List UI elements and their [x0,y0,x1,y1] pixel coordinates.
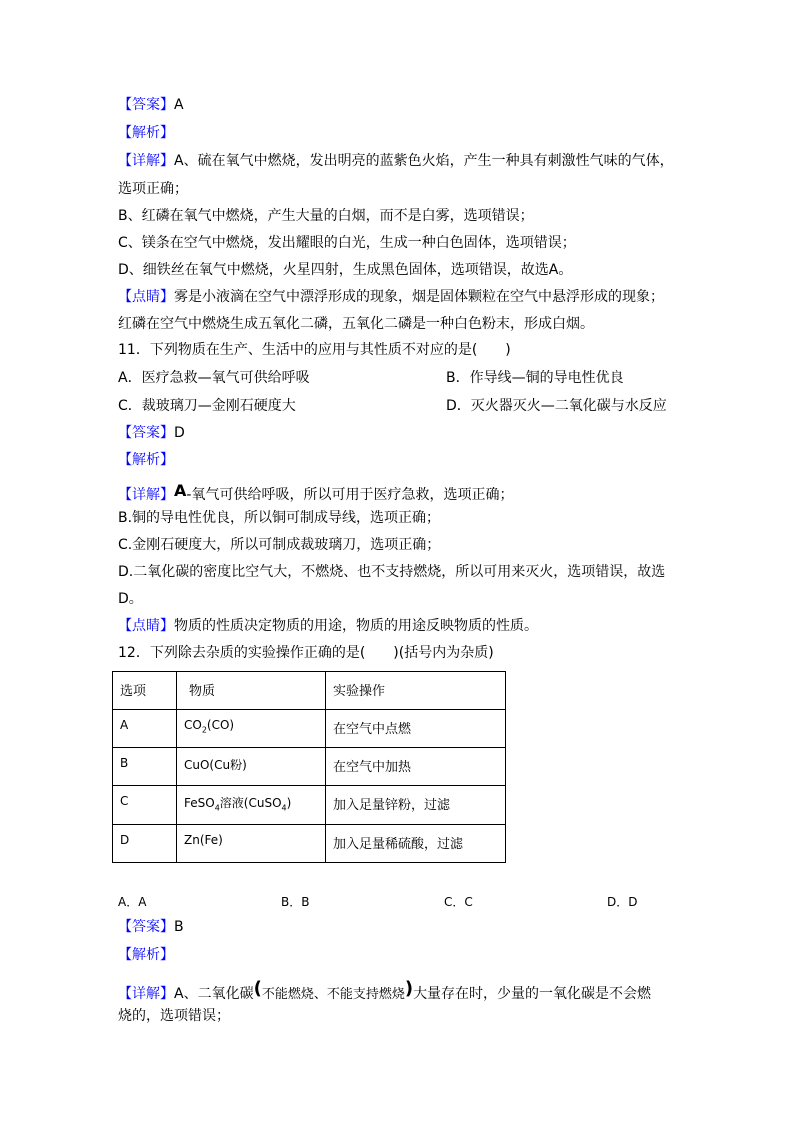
table-cell-substance: Zn(Fe) [177,825,326,863]
q10-analysis-line [118,123,174,143]
q12-analysis-line [118,945,174,965]
q11-answer-line [118,423,185,443]
q12-detail-line-2: 烧的，选项错误； [118,1008,230,1024]
q10-detail-line-5: D、细铁丝在氧气中燃烧，火星四射，生成黑色固体，选项错误，故选A。 [118,262,573,278]
q11-detail-line-a [118,481,513,505]
q12-detail-line-1: 【详解】A、二氧化碳(不能燃烧、不能支持燃烧)大量存在时，少量的一氧化碳是不会燃 [118,978,652,1002]
q11-option-d: D．灭火器灭火—二氧化碳与水反应 [446,398,667,414]
table-cell-option: B [113,748,177,786]
q12-option-b: B．B [281,895,310,909]
point-tag: 【点睛】 [118,618,174,634]
q11-option-a: A．医疗急救—氧气可供给呼吸 [118,370,310,386]
q10-detail-line-4: C、镁条在空气中燃烧，发出耀眼的白光，生成一种白色固体，选项错误； [118,235,576,251]
answer-tag: 【答案】 [118,919,174,935]
detail-tag: 【详解】 [118,487,174,503]
table-header-cell: 选项 [113,672,177,710]
q10-point-line-2: 红磷在空气中燃烧生成五氧化二磷，五氧化二磷是一种白色粉末，形成白烟。 [118,316,594,332]
table-cell-substance: FeSO$_4$溶液(CuSO$_4$) [177,786,326,825]
q10-point-line-1 [118,287,664,307]
answer-value: D [174,425,185,441]
table-cell-operation: 在空气中加热 [326,748,506,786]
table-header-row [113,672,506,710]
q10-detail-line-2: 选项正确； [118,181,188,197]
table-row [113,710,506,748]
answer-value: A [174,97,184,113]
answer-value: B [174,919,184,935]
q11-option-b: B．作导线—铜的导电性优良 [446,370,624,386]
detail-text: -氧气可供给呼吸，所以可用于医疗急救，选项正确； [186,487,514,503]
point-text: 物质的性质决定物质的用途，物质的用途反映物质的性质。 [174,618,538,634]
detail-option-letter: A [174,481,187,500]
point-text: 雾是小液滴在空气中漂浮形成的现象，烟是固体颗粒在空气中悬浮形成的现象； [174,289,664,305]
table-header-cell: 实验操作 [326,672,506,710]
table-cell-option: A [113,710,177,748]
paren-close: ) [404,978,414,999]
table-cell-substance: CuO(Cu粉) [177,748,326,786]
q12-option-c: C．C [444,895,473,909]
q10-detail-line-3: B、红磷在氧气中燃烧，产生大量的白烟，而不是白雾，选项错误； [118,208,534,224]
q11-stem: 11．下列物质在生产、生活中的应用与其性质不对应的是( ) [118,342,511,358]
table-cell-operation: 在空气中点燃 [326,710,506,748]
paren-open: ( [253,978,262,999]
q12-stem: 12．下列除去杂质的实验操作正确的是( )(括号内为杂质) [118,645,494,661]
detail-tag: 【详解】 [118,153,174,169]
table-row [113,748,506,786]
answer-tag: 【答案】 [118,425,174,441]
table-cell-option: D [113,825,177,863]
q12-answer-line [118,917,184,937]
q11-point-line [118,616,538,636]
analysis-tag: 【解析】 [118,452,174,468]
table-row [113,825,506,863]
table-row [113,786,506,825]
analysis-tag: 【解析】 [118,125,174,141]
q11-option-c: C．裁玻璃刀—金刚石硬度大 [118,398,296,414]
q11-detail-line-b: B.铜的导电性优良，所以铜可制成导线，选项正确； [118,510,441,526]
q12-option-a: A．A [118,895,147,909]
table-cell-operation: 加入足量锌粉，过滤 [326,786,506,825]
q12-option-d: D．D [607,895,638,909]
table-cell-operation: 加入足量稀硫酸，过滤 [326,825,506,863]
q10-detail-line-1 [118,151,674,171]
detail-text: A、硫在氧气中燃烧，发出明亮的蓝紫色火焰，产生一种具有刺激性气味的气体， [174,153,674,169]
q11-detail-line-c: C.金刚石硬度大，所以可制成裁玻璃刀，选项正确； [118,537,441,553]
q10-answer-line [118,95,184,115]
analysis-tag: 【解析】 [118,947,174,963]
answer-tag: 【答案】 [118,97,174,113]
table-header-cell: 物质 [177,672,326,710]
point-tag: 【点睛】 [118,289,174,305]
detail-tag: 【详解】 [118,986,174,1002]
impurity-removal-table [112,671,506,863]
table-cell-option: C [113,786,177,825]
q11-detail-line-d1: D.二氧化碳的密度比空气大，不燃烧、也不支持燃烧，所以可用来灭火，选项错误，故选 [118,564,666,580]
q11-detail-line-d2: D。 [118,591,143,607]
table-cell-substance: $CO_2(CO)$ [177,710,326,748]
q11-analysis-line [118,450,174,470]
